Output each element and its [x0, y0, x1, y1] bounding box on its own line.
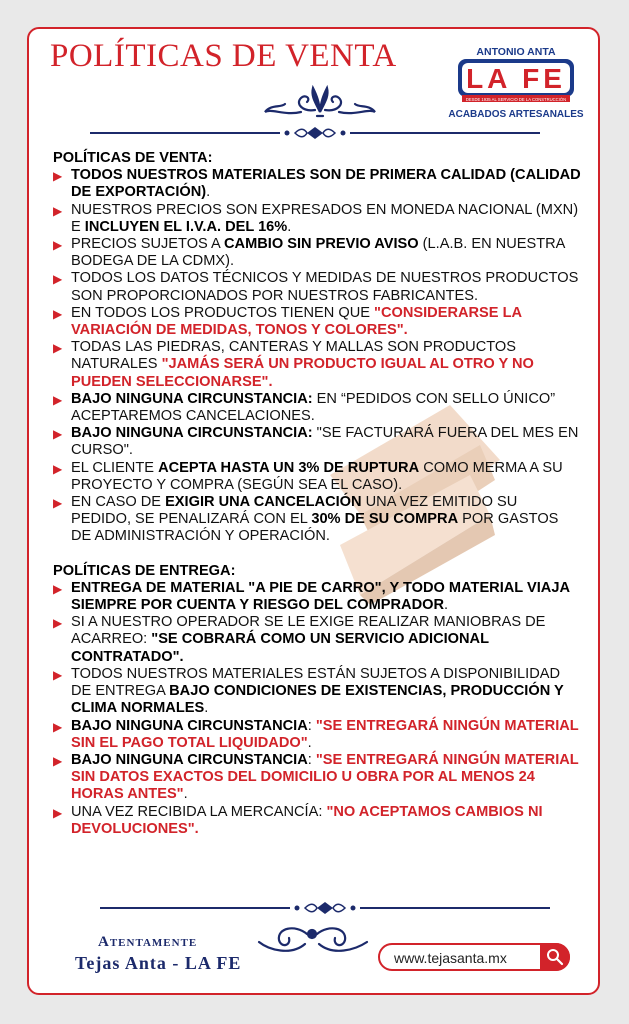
- search-icon: [540, 943, 570, 971]
- signature-company: Tejas Anta - LA FE: [75, 953, 242, 973]
- policy-text: BAJO NINGUNA CIRCUNSTANCIA: [71, 751, 308, 768]
- flourish-ornament-bottom: [255, 920, 370, 962]
- policy-text: EXIGIR UNA CANCELACIÓN: [165, 494, 362, 511]
- sales-policies-list: [53, 167, 581, 545]
- sales-policy-item: [53, 460, 581, 494]
- policy-text: .: [444, 597, 449, 614]
- policy-text: SI A NUESTRO OPERADOR SE LE EXIGE REALIZAR MANIOBRAS DE ACARREO:: [71, 614, 546, 648]
- la-fe-logo: [448, 42, 584, 126]
- delivery-policy-item: [53, 580, 581, 614]
- logo-tagline: DESDE 1935 AL SERVICIO DE LA CONSTRUCCIÓN: [465, 97, 567, 102]
- logo-top-text: ANTONIO ANTA: [476, 46, 556, 58]
- policy-text: EN TODOS LOS PRODUCTOS TIENEN QUE: [71, 304, 375, 321]
- policy-text: PRECIOS SUJETOS A: [71, 236, 225, 253]
- policy-text: TODOS LOS DATOS TÉCNICOS Y MEDIDAS DE NUESTROS PRODUCTOS SON PROPORCIONADOS POR NUESTROS FABRICANTES.: [71, 270, 579, 304]
- sales-policy-item: [53, 202, 581, 236]
- policy-text: INCLUYEN EL I.V.A. DEL 16%: [84, 218, 288, 235]
- policy-text: :: [307, 751, 316, 768]
- sales-policy-item: [53, 391, 581, 425]
- policy-text: POR GASTOS DE ADMINISTRACIÓN Y OPERACIÓN.: [71, 511, 559, 545]
- policy-text: "SE ENTREGARÁ NINGÚN MATERIAL SIN DATOS EXACTOS DEL DOMICILIO U OBRA POR AL MENOS 24 HORAS ANTES": [71, 751, 579, 803]
- policy-text: EL CLIENTE: [71, 459, 159, 476]
- policy-text: ACEPTA HASTA UN 3% DE RUPTURA: [158, 459, 420, 476]
- policy-text: .: [307, 734, 312, 751]
- logo-bottom-text: ACABADOS ARTESANALES: [448, 109, 584, 120]
- policy-text: "CONSIDERARSE LA VARIACIÓN DE MEDIDAS, TONOS Y COLORES".: [71, 304, 522, 339]
- delivery-policy-item: [53, 614, 581, 666]
- policy-text: (L.A.B. EN NUESTRA BODEGA DE LA CDMX).: [71, 236, 565, 270]
- policy-text: .: [204, 700, 209, 717]
- policy-text: .: [287, 218, 292, 235]
- sales-policy-item: [53, 236, 581, 270]
- policy-text: "JAMÁS SERÁ UN PRODUCTO IGUAL AL OTRO Y NO PUEDEN SELECCIONARSE".: [71, 356, 534, 390]
- policy-text: UNA VEZ RECIBIDA LA MERCANCÍA:: [71, 803, 327, 820]
- delivery-policy-item: [53, 666, 581, 718]
- delivery-policy-item: [53, 804, 581, 838]
- policy-text: TODOS NUESTROS MATERIALES ESTÁN SUJETOS A DISPONIBILIDAD DE ENTREGA: [71, 665, 561, 700]
- sales-policy-item: [53, 270, 581, 304]
- policy-text: "SE ENTREGARÁ NINGÚN MATERIAL SIN EL PAGO TOTAL LIQUIDADO": [71, 717, 579, 751]
- policy-text: NUESTROS PRECIOS SON EXPRESADOS EN MONEDA NACIONAL (MXN) E: [71, 201, 579, 235]
- policy-text: COMO MERMA A SU PROYECTO Y COMPRA (SEGÚN SEA EL CASO).: [71, 459, 563, 493]
- closing-salutation: Atentamente: [98, 934, 198, 950]
- delivery-policy-item: [53, 752, 581, 804]
- policy-text: EN “PEDIDOS CON SELLO ÚNICO” ACEPTAREMOS CANCELACIONES.: [71, 390, 556, 425]
- delivery-policies-heading: POLÍTICAS DE ENTREGA:: [53, 562, 236, 579]
- policy-text: BAJO NINGUNA CIRCUNSTANCIA:: [71, 425, 313, 442]
- divider-top: [90, 126, 540, 140]
- logo-name: LA FE: [466, 63, 566, 94]
- policy-text: 30% DE SU COMPRA: [311, 511, 459, 528]
- policy-text: BAJO CONDICIONES DE EXISTENCIAS, PRODUCCIÓN Y CLIMA NORMALES: [71, 683, 564, 717]
- website-search-box[interactable]: [378, 943, 570, 971]
- page-title: POLÍTICAS DE VENTA: [50, 38, 397, 74]
- delivery-policies-list: [53, 580, 581, 838]
- sales-policy-item: [53, 425, 581, 459]
- policy-text: TODAS LAS PIEDRAS, CANTERAS Y MALLAS SON PRODUCTOS NATURALES: [71, 339, 516, 373]
- divider-bottom: [100, 900, 550, 916]
- website-url[interactable]: www.tejasanta.mx: [394, 950, 507, 966]
- policy-text: BAJO NINGUNA CIRCUNSTANCIA: [71, 717, 308, 734]
- policy-text: ENTREGA DE MATERIAL "A PIE DE CARRO", Y TODO MATERIAL VIAJA SIEMPRE POR CUENTA Y RIESGO DEL COMPRADOR: [71, 579, 570, 614]
- policy-text: CAMBIO SIN PREVIO AVISO: [224, 236, 419, 253]
- policy-text: :: [307, 717, 316, 734]
- policy-text: "SE COBRARÁ COMO UN SERVICIO ADICIONAL CONTRATADO".: [71, 631, 489, 665]
- sales-policies-heading: POLÍTICAS DE VENTA:: [53, 150, 213, 166]
- search-button[interactable]: [540, 943, 570, 971]
- policies-content: [53, 150, 581, 838]
- policy-text: .: [183, 786, 188, 803]
- policy-text: "SE FACTURARÁ FUERA DEL MES EN CURSO".: [71, 425, 579, 459]
- policy-text: "NO ACEPTAMOS CAMBIOS NI DEVOLUCIONES".: [71, 803, 543, 837]
- policy-text: BAJO NINGUNA CIRCUNSTANCIA:: [71, 390, 313, 407]
- sales-policy-item: [53, 167, 581, 201]
- sales-policy-item: [53, 494, 581, 546]
- delivery-policy-item: [53, 718, 581, 752]
- sales-policy-item: [53, 339, 581, 391]
- policy-text: .: [206, 184, 211, 201]
- policy-text: UNA VEZ EMITIDO SU PEDIDO, SE PENALIZARÁ CON EL: [71, 494, 518, 528]
- sales-policy-item: [53, 305, 581, 339]
- policy-text: TODOS NUESTROS MATERIALES SON DE PRIMERA CALIDAD (CALIDAD DE EXPORTACIÓN): [71, 167, 581, 201]
- policy-text: EN CASO DE: [71, 494, 166, 511]
- flourish-ornament: [255, 82, 385, 122]
